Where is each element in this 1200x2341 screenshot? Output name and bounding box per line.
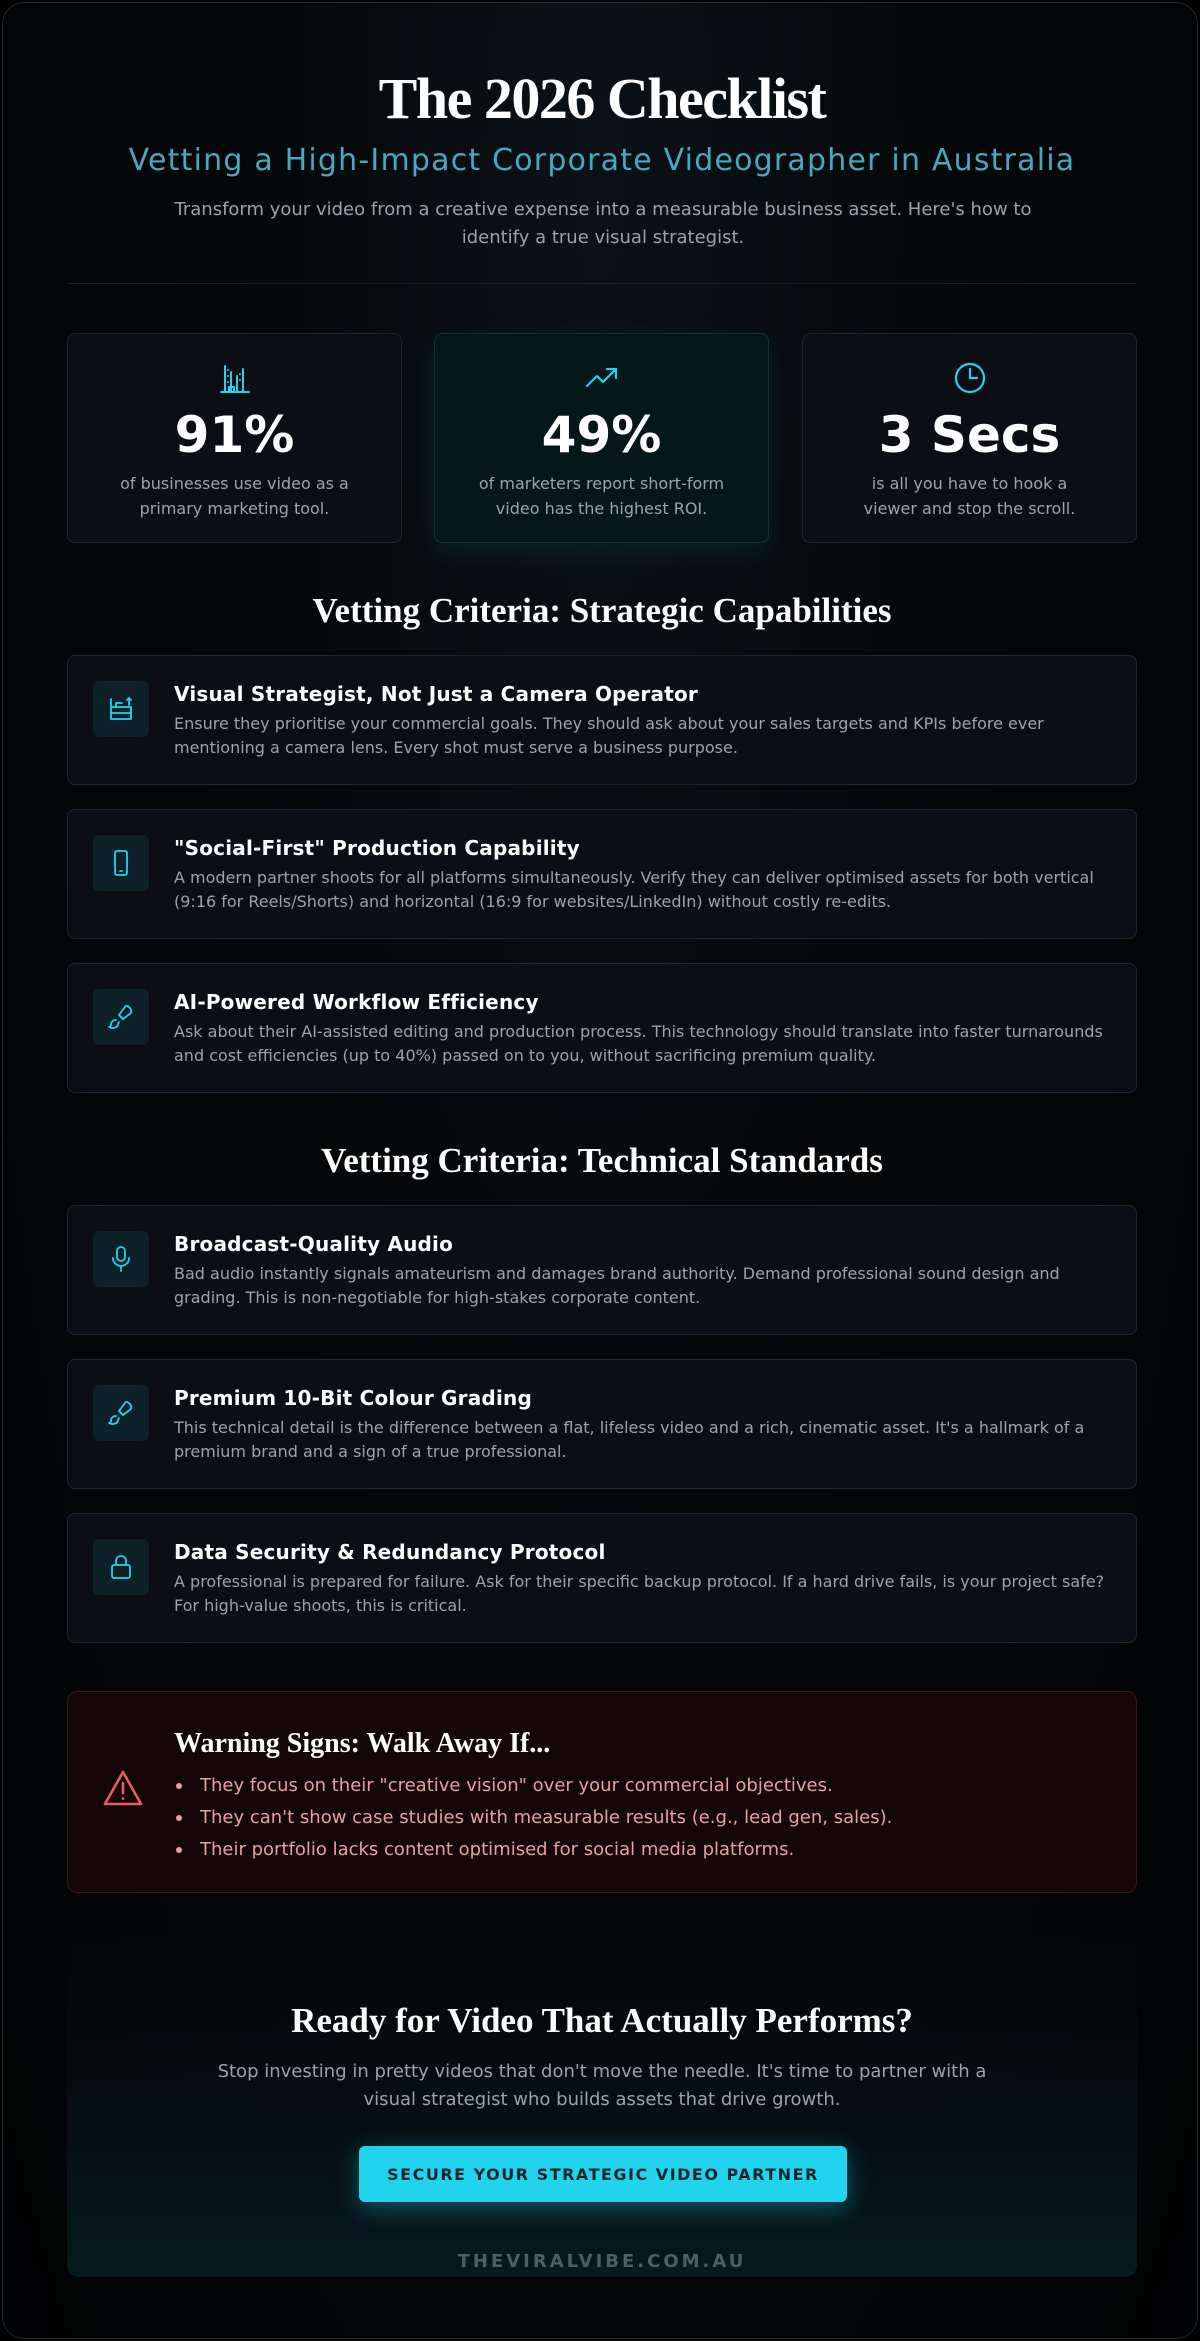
icon-box [93, 989, 149, 1045]
cta-heading: Ready for Video That Actually Performs? [291, 2001, 913, 2040]
criteria-title: Visual Strategist, Not Just a Camera Operator [174, 682, 698, 706]
icon-box [93, 1385, 149, 1441]
infographic-page [2, 2, 1198, 2339]
criteria-description: A modern partner shoots for all platforms simultaneously. Verify they can deliver optimised assets for both vertical (9:16 for Reels/Shorts) and horizontal (16:9 for websites/LinkedIn) without costly re-edits. [174, 868, 1094, 911]
page-intro: Transform your video from a creative expense into a measurable business asset. Here's how to identify a true visual strategist. [174, 199, 1032, 248]
warning-panel [67, 1691, 1137, 1893]
divider [67, 283, 1137, 284]
icon-box [93, 681, 149, 737]
icon-box [93, 835, 149, 891]
criteria-description: Ask about their AI-assisted editing and production process. This technology should translate into faster turnarounds and cost efficiencies (up to 40%) passed on to you, without sacrificing premium quality. [174, 1022, 1103, 1065]
stat-card-short-form-roi [434, 333, 769, 543]
criteria-card [67, 809, 1137, 939]
criteria-description: Ensure they prioritise your commercial goals. They should ask about your sales targets and KPIs before ever mentioning a camera lens. Every shot must serve a business purpose. [174, 714, 1044, 757]
building-chart-icon [217, 360, 253, 396]
criteria-title: Broadcast-Quality Audio [174, 1232, 454, 1256]
icon-box [93, 1231, 149, 1287]
warning-item: Their portfolio lacks content optimised for social media platforms. [174, 1834, 892, 1866]
brush-icon [107, 1399, 135, 1427]
warning-item: They can't show case studies with measurable results (e.g., lead gen, sales). [174, 1802, 892, 1834]
cta-text: Stop investing in pretty videos that don't move the needle. It's time to partner with a visual strategist who builds assets that drive growth. [217, 2061, 987, 2110]
stat-label: is all you have to hook a viewer and stop the scroll. [863, 474, 1076, 518]
lock-icon [107, 1553, 135, 1581]
page-subtitle: Vetting a High-Impact Corporate Videographer in Australia [128, 143, 1076, 178]
trending-up-icon [584, 360, 620, 396]
criteria-title: Data Security & Redundancy Protocol [174, 1540, 606, 1564]
criteria-title: AI-Powered Workflow Efficiency [174, 990, 539, 1014]
criteria-description: A professional is prepared for failure. Ask for their specific backup protocol. If a hard drive fails, is your project safe? For high-value shoots, this is critical. [174, 1572, 1105, 1615]
stat-card-video-usage [67, 333, 402, 543]
clock-icon [952, 360, 988, 396]
microphone-icon [107, 1245, 135, 1273]
section-heading-strategic: Vetting Criteria: Strategic Capabilities [312, 591, 892, 630]
stat-card-hook-time [802, 333, 1137, 543]
stat-value: 91% [174, 406, 295, 464]
cta-panel [67, 1933, 1137, 2277]
brush-icon [107, 1003, 135, 1031]
warning-triangle-icon [102, 1768, 144, 1808]
warning-list [174, 1770, 892, 1866]
smartphone-icon [107, 849, 135, 877]
criteria-card [67, 1205, 1137, 1335]
criteria-description: Bad audio instantly signals amateurism and damages brand authority. Demand professional sound design and grading. This is non-negotiable for high-stakes corporate content. [174, 1264, 1060, 1307]
criteria-card [67, 1359, 1137, 1489]
footer-domain: THEVIRALVIBE.COM.AU [457, 2251, 747, 2272]
stat-value: 49% [541, 406, 662, 464]
criteria-description: This technical detail is the difference between a flat, lifeless video and a rich, cinematic asset. It's a hallmark of a premium brand and a sign of a true professional. [174, 1418, 1085, 1461]
warning-title: Warning Signs: Walk Away If... [174, 1728, 551, 1759]
criteria-title: Premium 10-Bit Colour Grading [174, 1386, 532, 1410]
page-title: The 2026 Checklist [378, 66, 826, 131]
stat-value: 3 Secs [878, 406, 1061, 464]
criteria-title: "Social-First" Production Capability [174, 836, 580, 860]
stat-label: of marketers report short-form video has the highest ROI. [478, 474, 725, 518]
secure-partner-button[interactable]: SECURE YOUR STRATEGIC VIDEO PARTNER [359, 2146, 847, 2202]
stat-label: of businesses use video as a primary marketing tool. [120, 474, 349, 518]
clapperboard-icon [107, 695, 135, 723]
warning-item: They focus on their "creative vision" over your commercial objectives. [174, 1770, 892, 1802]
section-heading-technical: Vetting Criteria: Technical Standards [321, 1141, 883, 1180]
criteria-card [67, 1513, 1137, 1643]
criteria-card [67, 655, 1137, 785]
criteria-card [67, 963, 1137, 1093]
icon-box [93, 1539, 149, 1595]
